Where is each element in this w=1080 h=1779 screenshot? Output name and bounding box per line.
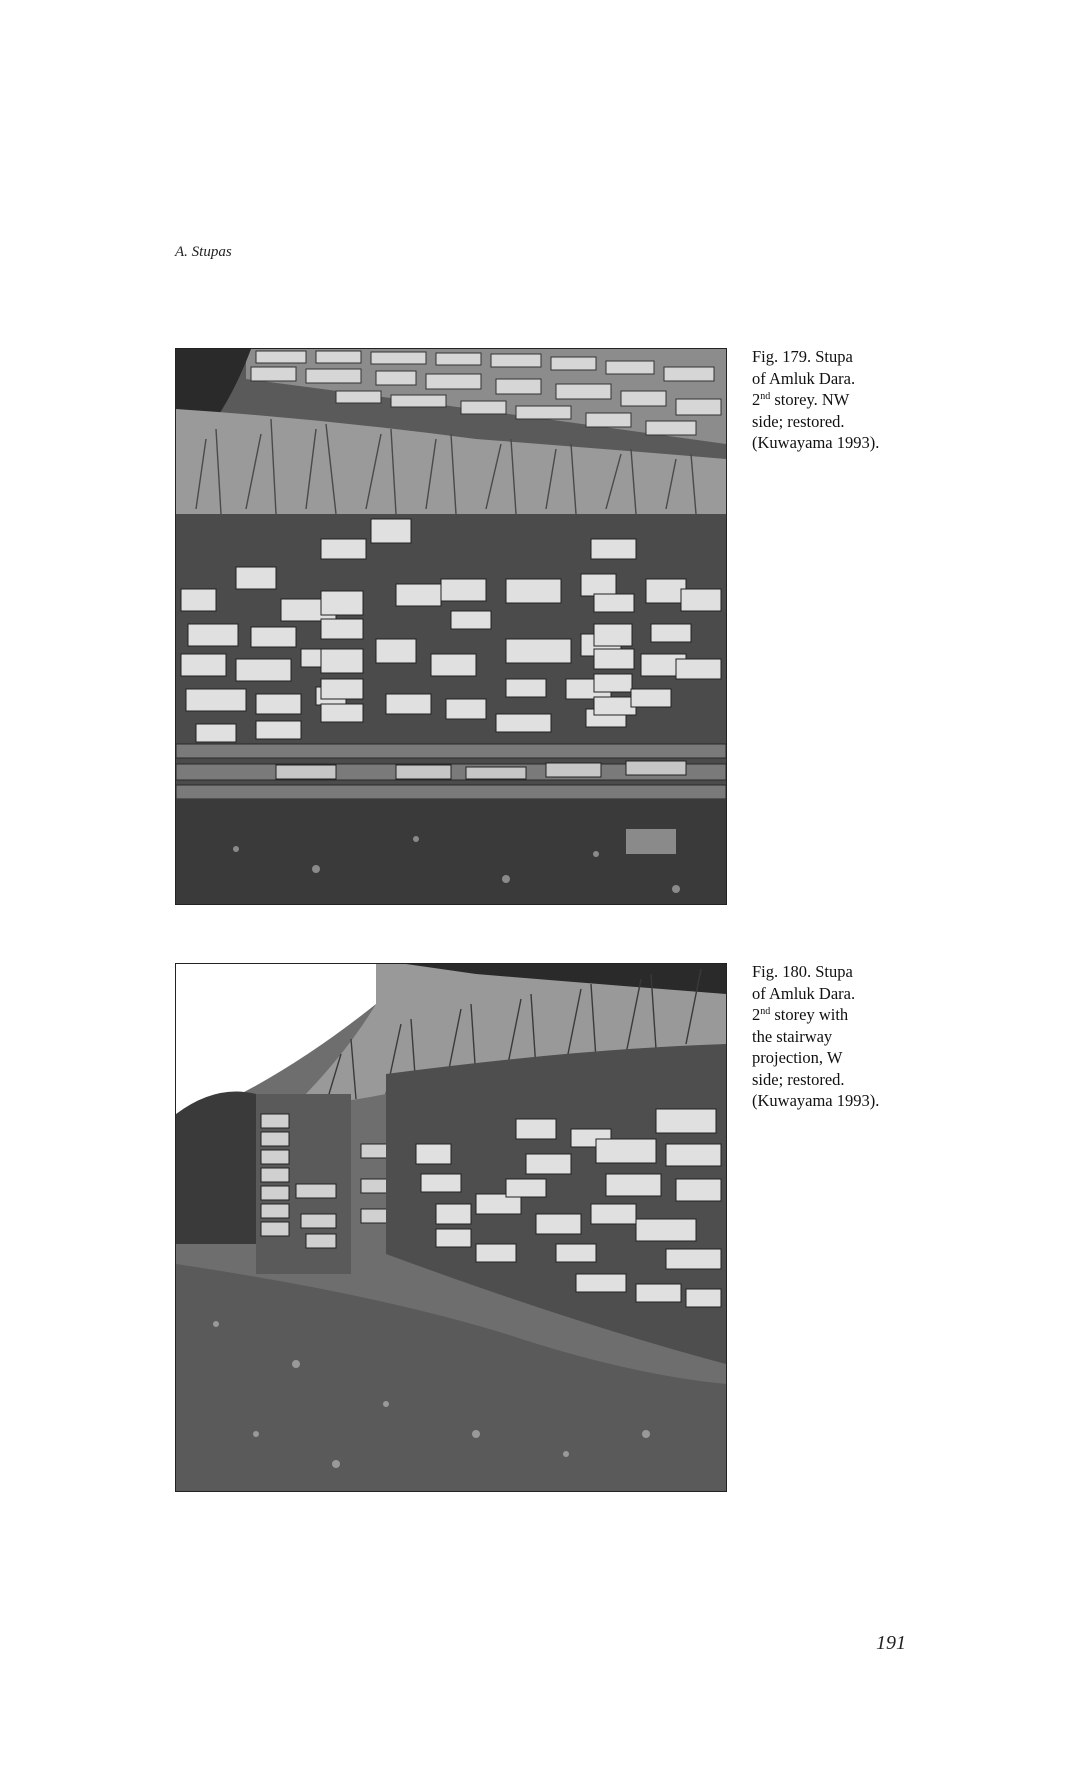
caption-line: Fig. 179. Stupa [752,347,853,366]
storey-number: 2 [752,1005,761,1024]
caption-line: Fig. 180. Stupa [752,962,853,981]
caption-line: side; restored. [752,1069,845,1089]
figure-180-photo [175,963,727,1492]
running-head: A. Stupas [175,244,232,260]
ordinal-suffix: nd [760,1006,771,1017]
figure-179-photo [175,348,727,905]
stupa-wall-nw-photo [176,349,726,904]
stupa-stairway-w-photo [176,964,726,1491]
caption-line: side; restored. [752,411,845,431]
storey-text: storey with [770,1005,849,1024]
caption-line: of Amluk Dara. [752,983,856,1003]
ordinal-suffix: nd [760,391,771,402]
caption-line: (Kuwayama 1993). [752,433,880,452]
caption-line [752,389,952,411]
caption-line: the stairway [752,1026,833,1046]
caption-line [752,1004,952,1026]
caption-line: projection, W [752,1048,843,1067]
figure-180-caption [752,961,952,1112]
storey-number: 2 [752,390,761,409]
page-number: 191 [876,1632,906,1654]
caption-line: of Amluk Dara. [752,368,856,388]
figure-179-caption [752,346,952,454]
storey-text: storey. NW [770,390,850,409]
caption-line: (Kuwayama 1993). [752,1091,880,1110]
